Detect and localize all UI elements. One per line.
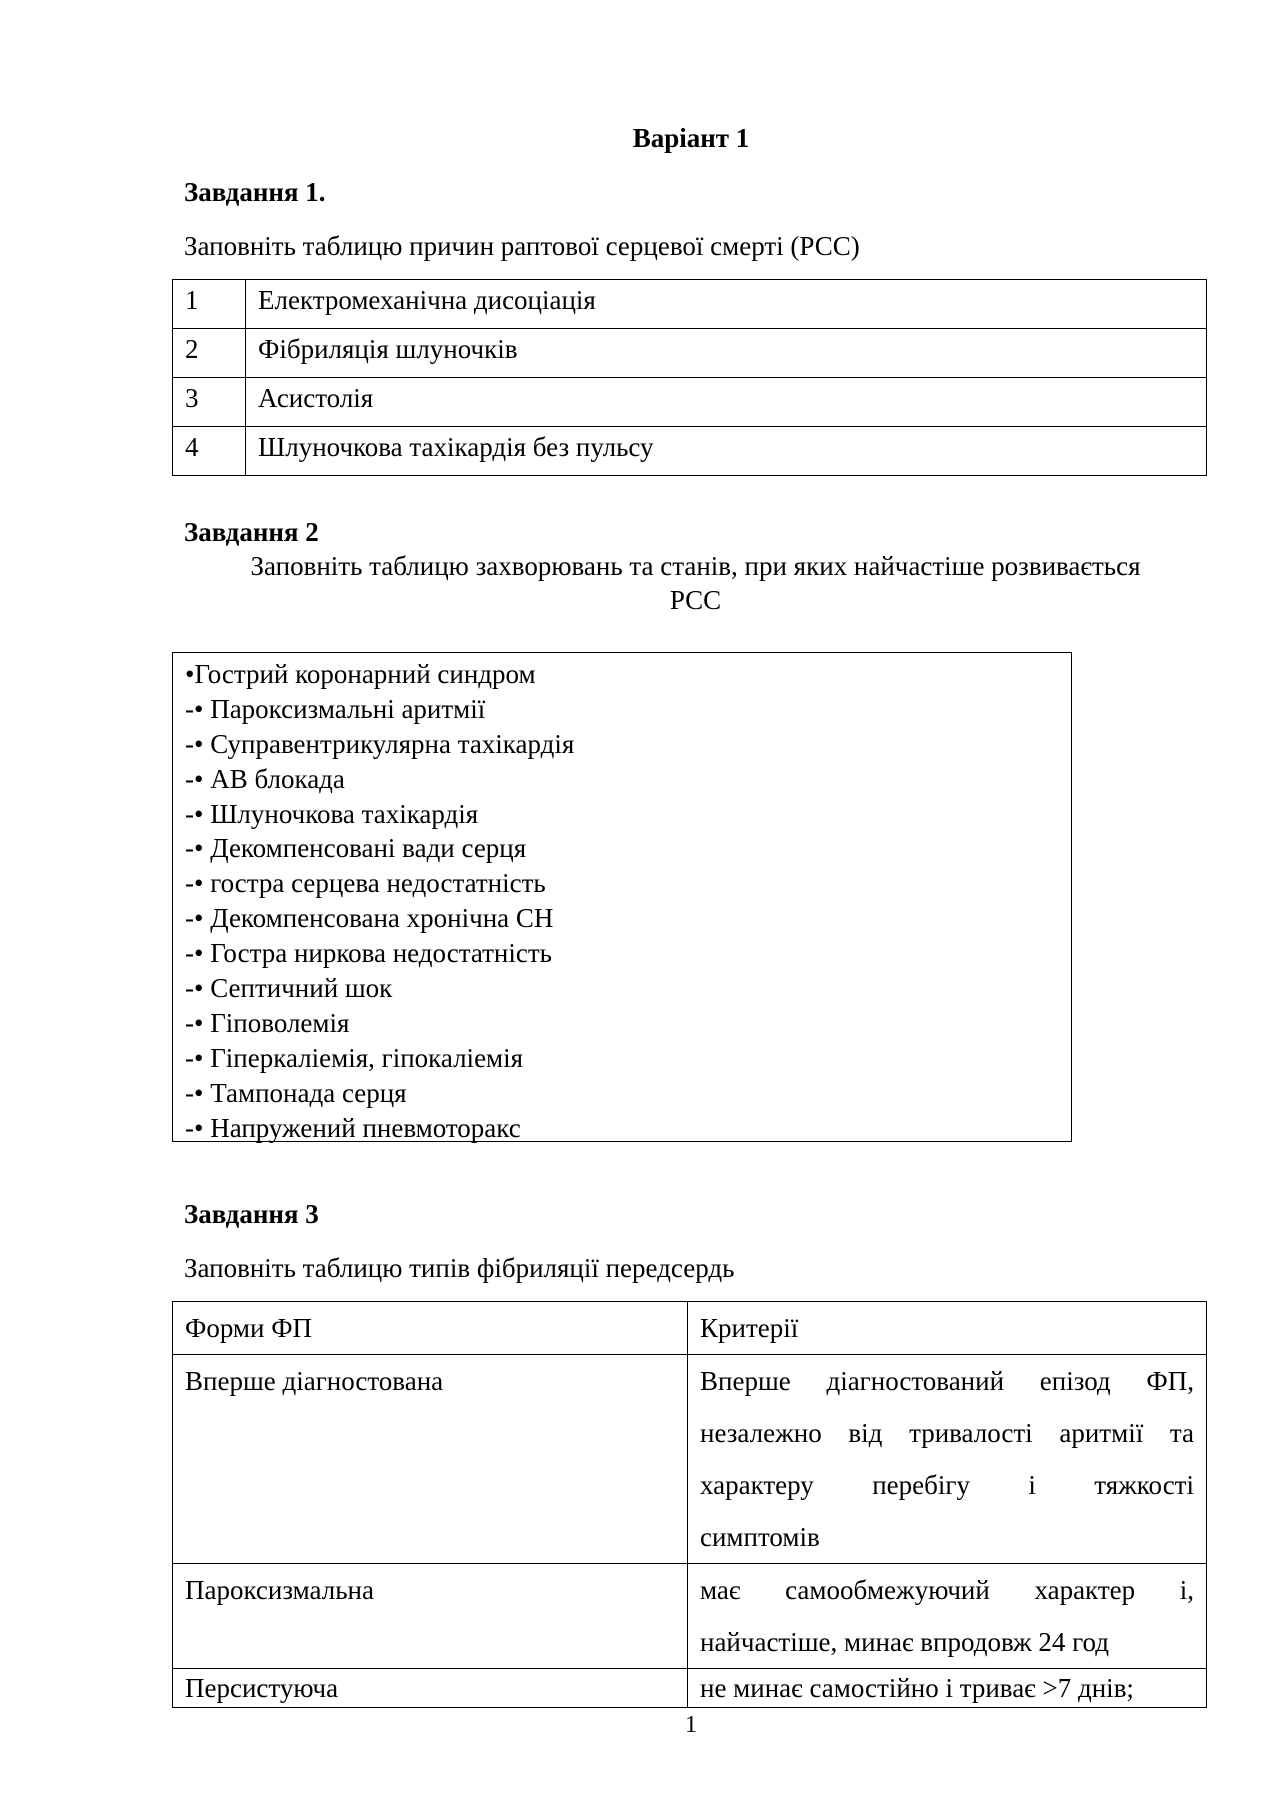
task2-heading: Завдання 2 <box>184 517 319 547</box>
table-header-row <box>173 1302 1207 1355</box>
list-item: -• гостра серцева недостатність <box>185 868 546 899</box>
table-row <box>173 329 1207 378</box>
criteria-line: Вперше діагностований епізод ФП, <box>700 1366 1194 1396</box>
criteria-line: характеру перебігу і тяжкості <box>700 1470 1194 1500</box>
af-form: Пароксизмальна <box>173 1564 688 1669</box>
list-item: -• Шлуночкова тахікардія <box>185 798 479 829</box>
row-text: Фібриляція шлуночків <box>246 329 1207 378</box>
list-item: -• Пароксизмальні аритмії <box>185 693 486 724</box>
task3-heading: Завдання 3 <box>184 1199 319 1229</box>
criteria-line: незалежно від тривалості аритмії та <box>700 1418 1194 1448</box>
row-text: Асистолія <box>246 378 1207 427</box>
list-item: -• Декомпенсована хронічна СН <box>185 903 554 934</box>
table-row <box>173 1564 1207 1669</box>
row-text: Електромеханічна дисоціація <box>246 280 1207 329</box>
list-item: -• Гіперкаліемія, гіпокаліемія <box>185 1042 524 1073</box>
column-header-criteria: Критерії <box>688 1302 1207 1355</box>
list-item: -• Гостра ниркова недостатність <box>185 938 552 969</box>
row-text: Шлуночкова тахікардія без пульсу <box>246 427 1207 476</box>
list-item: -• Декомпенсовані вади серця <box>185 833 527 864</box>
page-number: 1 <box>685 1712 697 1738</box>
af-types-table <box>172 1301 1207 1708</box>
page-title: Варіант 1 <box>632 123 750 153</box>
list-item: •Гострий коронарний синдром <box>185 659 536 689</box>
table-row <box>173 427 1207 476</box>
row-number: 4 <box>173 427 246 476</box>
task2-instruction-line2: РСС <box>669 585 722 615</box>
criteria-line: має самообмежуючий характер і, <box>700 1575 1194 1605</box>
list-item: -• Тампонада серця <box>185 1077 407 1108</box>
row-number: 1 <box>173 280 246 329</box>
table-row <box>173 280 1207 329</box>
sudden-death-causes-table <box>172 279 1207 476</box>
task3-instruction: Заповніть таблицю типів фібриляції передсердь <box>184 1253 735 1283</box>
criteria-line: найчастіше, минає впродовж 24 год <box>700 1627 1109 1657</box>
row-number: 2 <box>173 329 246 378</box>
criteria-line: не минає самостійно і триває >7 днів; <box>700 1673 1134 1703</box>
list-item: -• Напружений пневмоторакс <box>185 1112 521 1143</box>
task1-instruction: Заповніть таблицю причин раптової серцевої смерті (РСС) <box>184 231 860 261</box>
af-criteria <box>688 1564 1207 1669</box>
task1-heading: Завдання 1. <box>184 177 326 207</box>
list-item: -• Септичний шок <box>185 973 393 1004</box>
conditions-list-box <box>172 652 1072 1142</box>
af-form: Персистуюча <box>173 1669 688 1708</box>
list-item: -• АВ блокада <box>185 763 345 794</box>
column-header-forms: Форми ФП <box>173 1302 688 1355</box>
task2-instruction-line1: Заповніть таблицю захворювань та станів, при яких найчастіше розвивається <box>250 551 1141 581</box>
list-item: -• Суправентрикулярна тахікардія <box>185 728 575 759</box>
table-row <box>173 1669 1207 1708</box>
table-row <box>173 378 1207 427</box>
af-form: Вперше діагностована <box>173 1355 688 1564</box>
af-criteria <box>688 1355 1207 1564</box>
af-criteria <box>688 1669 1207 1708</box>
row-number: 3 <box>173 378 246 427</box>
table-row <box>173 1355 1207 1564</box>
list-item: -• Гіповолемія <box>185 1007 350 1038</box>
criteria-line: симптомів <box>700 1522 820 1552</box>
